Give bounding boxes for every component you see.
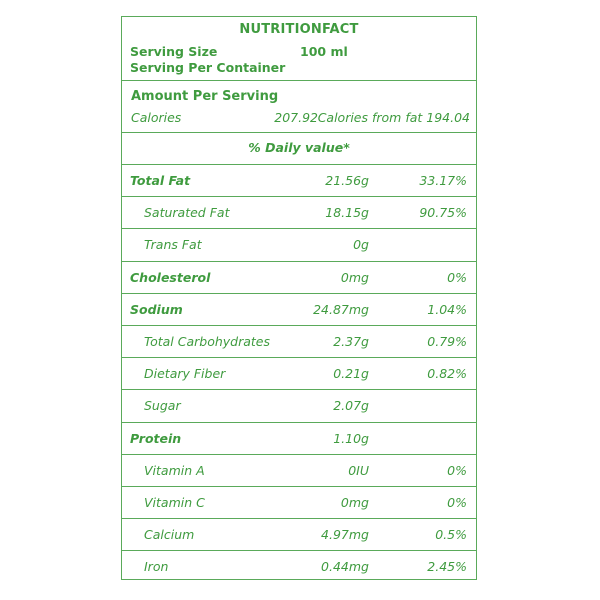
nutrient-row-sodium [122, 294, 476, 326]
nutrient-amount: 4.97mg [321, 527, 369, 543]
calories-label: Calories [131, 110, 182, 125]
nutrient-name: Dietary Fiber [144, 366, 226, 382]
nutrient-row-vitamin-c [122, 487, 476, 519]
nutrient-name: Trans Fat [144, 237, 202, 253]
amount-per-serving: Amount Per Serving [131, 89, 279, 104]
nutrient-amount: 0g [353, 237, 369, 253]
nutrition-facts-label [121, 16, 477, 580]
nutrient-amount: 0.44mg [321, 559, 369, 575]
nutrient-name: Total Carbohydrates [144, 333, 271, 349]
nutrient-row-cholesterol [122, 262, 476, 294]
nutrient-row-vitamin-a [122, 455, 476, 487]
nutrient-amount: 2.37g [333, 333, 369, 349]
nutrient-name: Protein [130, 430, 182, 446]
nutrient-percent: 0% [447, 462, 467, 478]
divider [122, 80, 476, 81]
nutrient-row-calcium [122, 519, 476, 551]
nutrient-row-saturated-fat [122, 197, 476, 229]
serving-size-label: Serving Size [130, 44, 218, 59]
nutrient-row-dietary-fiber [122, 358, 476, 390]
nutrient-row-protein [122, 423, 476, 455]
calories-from-fat: Calories from fat 194.04 [317, 110, 470, 125]
nutrient-name: Iron [144, 559, 169, 575]
daily-value-header: % Daily value* [248, 140, 350, 155]
nutrient-percent: 0.82% [427, 366, 467, 382]
nutrient-percent: 0% [447, 494, 467, 510]
nutrient-table [122, 165, 476, 583]
nutrient-row-total-fat [122, 165, 476, 197]
nutrient-percent: 1.04% [427, 301, 467, 317]
nutrient-name: Vitamin A [144, 462, 205, 478]
nutrient-name: Cholesterol [130, 269, 211, 285]
nutrient-percent: 90.75% [419, 205, 467, 221]
label-title: NUTRITIONFACT [239, 22, 359, 37]
nutrient-name: Sodium [130, 301, 183, 317]
serving-per-container-label: Serving Per Container [130, 60, 286, 75]
nutrient-name: Saturated Fat [144, 205, 230, 221]
nutrient-percent: 33.17% [419, 173, 467, 188]
divider [122, 132, 476, 133]
nutrient-name: Total Fat [130, 173, 191, 188]
nutrient-row-sugar [122, 390, 476, 422]
nutrient-amount: 0mg [340, 269, 369, 285]
calories-value: 207.92 [274, 110, 318, 125]
serving-size-value: 100 ml [300, 44, 348, 59]
nutrient-amount: 1.10g [333, 430, 369, 446]
nutrient-amount: 21.56g [325, 173, 369, 188]
nutrient-name: Calcium [144, 527, 195, 543]
nutrient-name: Sugar [144, 398, 181, 414]
nutrient-row-trans-fat [122, 229, 476, 261]
nutrient-row-iron [122, 551, 476, 583]
nutrient-name: Vitamin C [144, 494, 205, 510]
nutrient-amount: 0IU [348, 462, 369, 478]
nutrient-amount: 0.21g [333, 366, 369, 382]
nutrient-percent: 0.5% [435, 527, 467, 543]
nutrient-percent: 0% [447, 269, 467, 285]
nutrient-percent: 2.45% [427, 559, 467, 575]
nutrient-amount: 18.15g [325, 205, 369, 221]
nutrient-amount: 0mg [340, 494, 369, 510]
nutrient-row-total-carbohydrates [122, 326, 476, 358]
nutrient-percent: 0.79% [427, 333, 467, 349]
nutrient-amount: 24.87mg [313, 301, 369, 317]
nutrient-amount: 2.07g [333, 398, 369, 414]
